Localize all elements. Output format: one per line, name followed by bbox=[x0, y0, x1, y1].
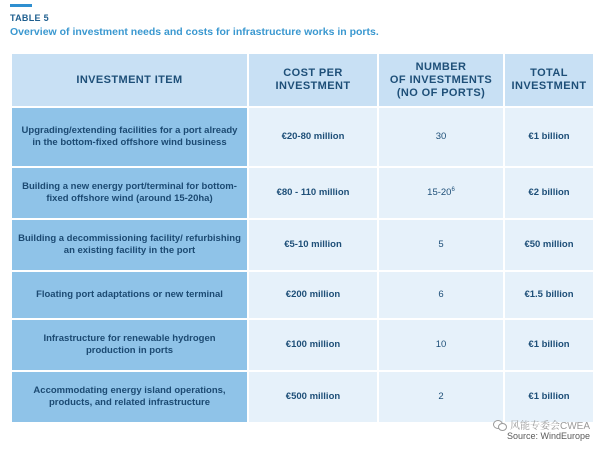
total-investment-cell: €1 billion bbox=[504, 107, 594, 167]
table-row bbox=[11, 371, 594, 423]
column-header-label: NUMBER bbox=[415, 60, 467, 73]
wechat-icon bbox=[493, 419, 507, 430]
column-header-label: INVESTMENT bbox=[511, 80, 587, 92]
number-of-investments-value: 15-20 bbox=[427, 187, 452, 198]
total-investment-cell: €1.5 billion bbox=[504, 271, 594, 319]
cost-per-investment-cell: €500 million bbox=[248, 371, 378, 423]
number-of-investments-cell bbox=[378, 107, 504, 167]
number-of-investments-cell bbox=[378, 167, 504, 219]
number-of-investments-value: 10 bbox=[435, 339, 447, 350]
accent-rule bbox=[10, 4, 32, 7]
number-of-investments-value: 5 bbox=[438, 239, 444, 250]
cost-per-investment-cell: €5-10 million bbox=[248, 219, 378, 271]
column-header-label: (NO OF PORTS) bbox=[396, 86, 486, 99]
total-investment-cell: €1 billion bbox=[504, 319, 594, 371]
table-row bbox=[11, 219, 594, 271]
table-row bbox=[11, 319, 594, 371]
investment-table bbox=[10, 52, 595, 424]
cost-per-investment-cell: €100 million bbox=[248, 319, 378, 371]
column-header-investment-item bbox=[11, 53, 248, 107]
number-of-investments-value: 30 bbox=[435, 131, 447, 142]
number-of-investments-cell bbox=[378, 371, 504, 423]
number-of-investments-value: 2 bbox=[438, 391, 444, 402]
cost-per-investment-cell: €80 - 110 million bbox=[248, 167, 378, 219]
column-header-total-investment bbox=[504, 53, 594, 107]
source-note: Source: WindEurope bbox=[506, 431, 590, 441]
number-of-investments-value: 6 bbox=[438, 289, 444, 300]
investment-item-cell: Building a decommissioning facility/ refurbishing an existing facility in the port bbox=[11, 219, 248, 271]
total-investment-cell: €2 billion bbox=[504, 167, 594, 219]
watermark-text: 风能专委会CWEA bbox=[510, 421, 590, 432]
column-header-label: INVESTMENT ITEM bbox=[76, 73, 183, 86]
column-header-label: TOTAL bbox=[530, 67, 568, 79]
table-row bbox=[11, 167, 594, 219]
table-header-row bbox=[11, 53, 594, 107]
investment-item-cell: Upgrading/extending facilities for a port already in the bottom-fixed offshore wind business bbox=[11, 107, 248, 167]
column-header-number-of-investments bbox=[378, 53, 504, 107]
cost-per-investment-cell: €20-80 million bbox=[248, 107, 378, 167]
investment-item-cell: Building a new energy port/terminal for bottom-fixed offshore wind (around 15-20ha) bbox=[11, 167, 248, 219]
watermark bbox=[493, 417, 590, 432]
cost-per-investment-cell: €200 million bbox=[248, 271, 378, 319]
column-header-label: COST PER bbox=[283, 67, 343, 79]
total-investment-cell: €1 billion bbox=[504, 371, 594, 423]
table-caption: Overview of investment needs and costs for infrastructure works in ports. bbox=[10, 26, 379, 38]
footnote-marker: 6 bbox=[451, 186, 455, 193]
column-header-cost-per-investment bbox=[248, 53, 378, 107]
investment-item-cell: Infrastructure for renewable hydrogen production in ports bbox=[11, 319, 248, 371]
table-label: TABLE 5 bbox=[10, 13, 49, 23]
total-investment-cell: €50 million bbox=[504, 219, 594, 271]
table-row bbox=[11, 107, 594, 167]
number-of-investments-cell bbox=[378, 319, 504, 371]
column-header-label: INVESTMENT bbox=[275, 80, 351, 92]
investment-item-cell: Floating port adaptations or new terminal bbox=[11, 271, 248, 319]
number-of-investments-cell bbox=[378, 271, 504, 319]
number-of-investments-cell bbox=[378, 219, 504, 271]
table-row bbox=[11, 271, 594, 319]
investment-item-cell: Accommodating energy island operations, products, and related infrastructure bbox=[11, 371, 248, 423]
column-header-label: OF INVESTMENTS bbox=[389, 73, 493, 86]
